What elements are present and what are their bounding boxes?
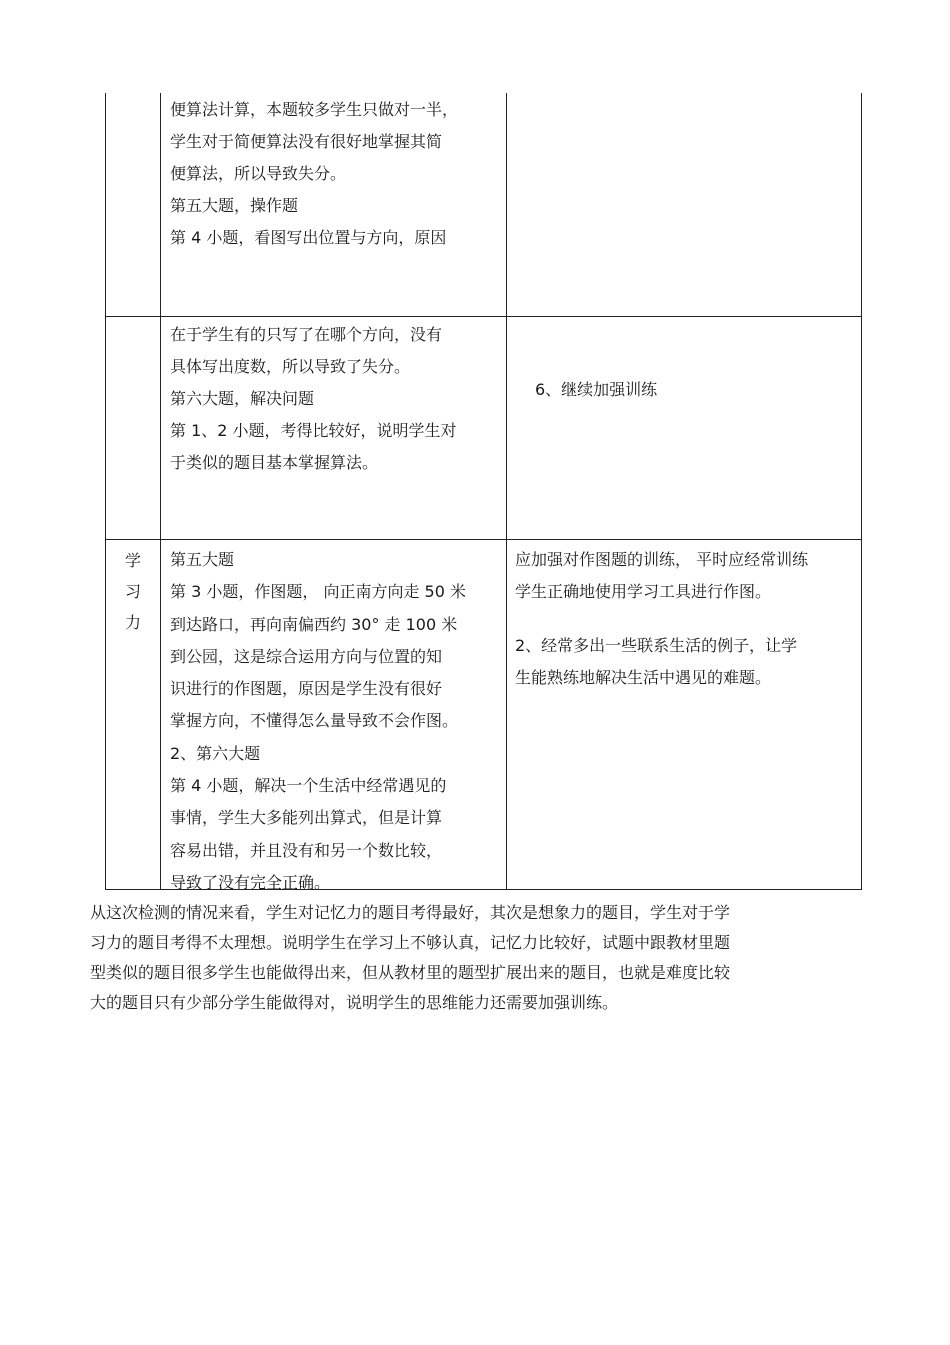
row2-analysis-line: 第六大题，解决问题 (170, 389, 315, 408)
row2-measure-text: 6、继续加强训练 (535, 380, 658, 399)
table-row-divider-2 (105, 539, 862, 540)
row3-analysis-line: 事情，学生大多能列出算式，但是计算 (170, 808, 443, 828)
row3-analysis-line: 第 4 小题，解决一个生活中经常遇见的 (170, 776, 447, 796)
row3-analysis-line: 2、第六大题 (170, 743, 261, 763)
row3-category-char: 学 (124, 551, 141, 570)
row2-analysis-line: 具体写出度数，所以导致了失分。 (170, 357, 411, 376)
row2-measure-cell (535, 374, 657, 406)
row3-analysis-line: 第五大题 (170, 550, 235, 569)
row1-analysis-line: 便算法计算，本题较多学生只做对一半， (170, 100, 459, 119)
row1-analysis-line: 第五大题，操作题 (170, 196, 299, 215)
row3-measure-line: 2、经常多出一些联系生活的例子，让学 (515, 636, 798, 655)
row1-analysis-line: 学生对于简便算法没有很好地掌握其简 (170, 132, 443, 151)
row3-measure-line: 应加强对作图题的训练， 平时应经常训练 (515, 550, 809, 569)
row3-analysis-line: 到达路口，再向南偏西约 30° 走 100 米 (170, 614, 458, 634)
table-divider-col1 (160, 93, 161, 890)
row3-analysis-line: 容易出错，并且没有和另一个数比较， (170, 840, 443, 860)
row1-analysis-line: 第 4 小题，看图写出位置与方向，原因 (170, 228, 447, 247)
summary-paragraph (90, 898, 830, 1018)
row2-analysis-line: 第 1、2 小题，考得比较好，说明学生对 (170, 421, 457, 440)
row3-analysis-line: 掌握方向，不懂得怎么量导致不会作图。 (170, 711, 459, 731)
row2-analysis-line: 在于学生有的只写了在哪个方向，没有 (170, 325, 443, 344)
row3-category-label (118, 545, 148, 638)
row3-analysis-line: 导致了没有完全正确。 (170, 872, 331, 892)
table-border-left (105, 93, 106, 890)
table-border-right (861, 93, 862, 890)
summary-line: 大的题目只有少部分学生能做得对，说明学生的思维能力还需要加强训练。 (90, 993, 619, 1012)
row3-category-char: 习 (124, 582, 141, 601)
row1-analysis-line: 便算法，所以导致失分。 (170, 164, 347, 183)
row2-analysis-cell (170, 319, 457, 479)
row3-analysis-line: 识进行的作图题，原因是学生没有很好 (170, 679, 443, 699)
row3-measures-a (515, 544, 808, 608)
row3-measure-line: 学生正确地使用学习工具进行作图。 (515, 582, 772, 601)
row3-measure-line: 生能熟练地解决生活中遇见的难题。 (515, 668, 772, 687)
table-row-divider-1 (105, 316, 862, 317)
row3-analysis-cell (170, 544, 466, 899)
summary-line: 习力的题目考得不太理想。说明学生在学习上不够认真，记忆力比较好，试题中跟教材里题 (90, 933, 731, 952)
row3-analysis-line: 到公园，这是综合运用方向与位置的知 (170, 646, 443, 666)
table-divider-col2 (506, 93, 507, 890)
row2-analysis-line: 于类似的题目基本掌握算法。 (170, 453, 379, 472)
summary-line: 从这次检测的情况来看，学生对记忆力的题目考得最好，其次是想象力的题目，学生对于学 (90, 903, 731, 922)
row1-analysis-cell (170, 94, 458, 254)
row3-analysis-line: 第 3 小题，作图题， 向正南方向走 50 米 (170, 582, 466, 602)
row3-category-char: 力 (124, 613, 141, 632)
row3-measures-b (515, 630, 797, 694)
summary-line: 型类似的题目很多学生也能做得出来，但从教材里的题型扩展出来的题目，也就是难度比较 (90, 963, 731, 982)
